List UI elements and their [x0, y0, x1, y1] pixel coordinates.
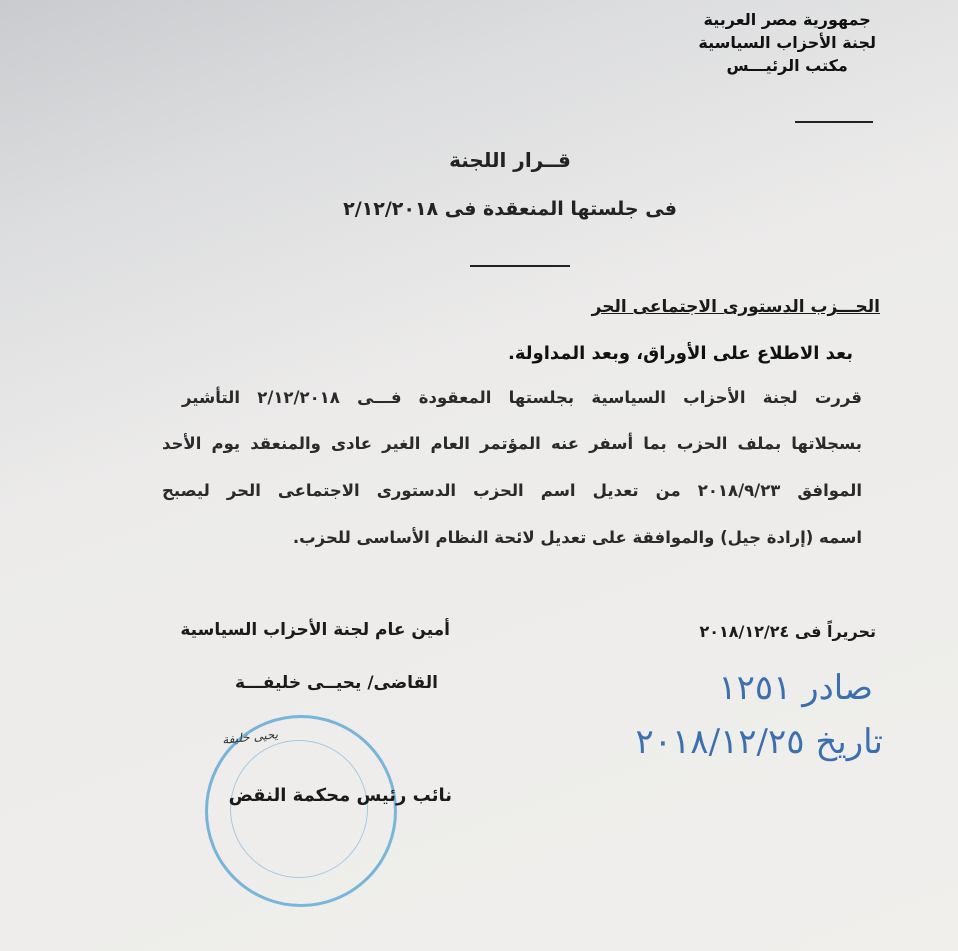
session-subtitle: فى جلستها المنعقدة فى ٢/١٢/٢٠١٨: [343, 198, 677, 220]
body-line: اسمه (إرادة جيل) والموافقة على تعديل لائحة النظام الأساسى للحزب.: [292, 528, 862, 547]
handwritten-issue-number: صادر ١٢٥١: [718, 668, 873, 708]
signatory-position: نائب رئيس محكمة النقض: [228, 785, 452, 806]
body-line: الموافق ٢٠١٨/٩/٢٣ من تعديل اسم الحزب الدستورى الاجتماعى الحر ليصبح: [162, 481, 862, 500]
party-heading: الحـــزب الدستورى الاجتماعى الحر: [591, 297, 880, 317]
letterhead-committee: لجنة الأحزاب السياسية: [698, 33, 876, 52]
letterhead-country: جمهورية مصر العربية: [703, 10, 871, 29]
date-written: تحريراً فى ٢٠١٨/١٢/٢٤: [699, 622, 876, 641]
letterhead: [698, 8, 876, 77]
handwritten-signature: يحيى خليفة: [221, 727, 279, 747]
letterhead-office: مكتب الرئيـــس: [726, 56, 848, 75]
handwritten-issue-date: تاريخ ٢٠١٨/١٢/٢٥: [635, 722, 883, 762]
title-divider: [470, 265, 570, 267]
signatory-name: القاضى/ يحيــى خليفـــة: [234, 673, 438, 693]
intro-line: بعد الاطلاع على الأوراق، وبعد المداولة.: [508, 343, 853, 364]
body-line: قررت لجنة الأحزاب السياسية بجلستها المعقودة فـــى ٢/١٢/٢٠١٨ التأشير: [182, 388, 862, 407]
signatory-role: أمين عام لجنة الأحزاب السياسية: [180, 620, 450, 640]
body-line: بسجلاتها بملف الحزب بما أسفر عنه المؤتمر العام الغير عادى والمنعقد يوم الأحد: [162, 434, 862, 453]
header-divider: [795, 121, 873, 123]
decision-title: قــرار اللجنة: [449, 148, 571, 172]
